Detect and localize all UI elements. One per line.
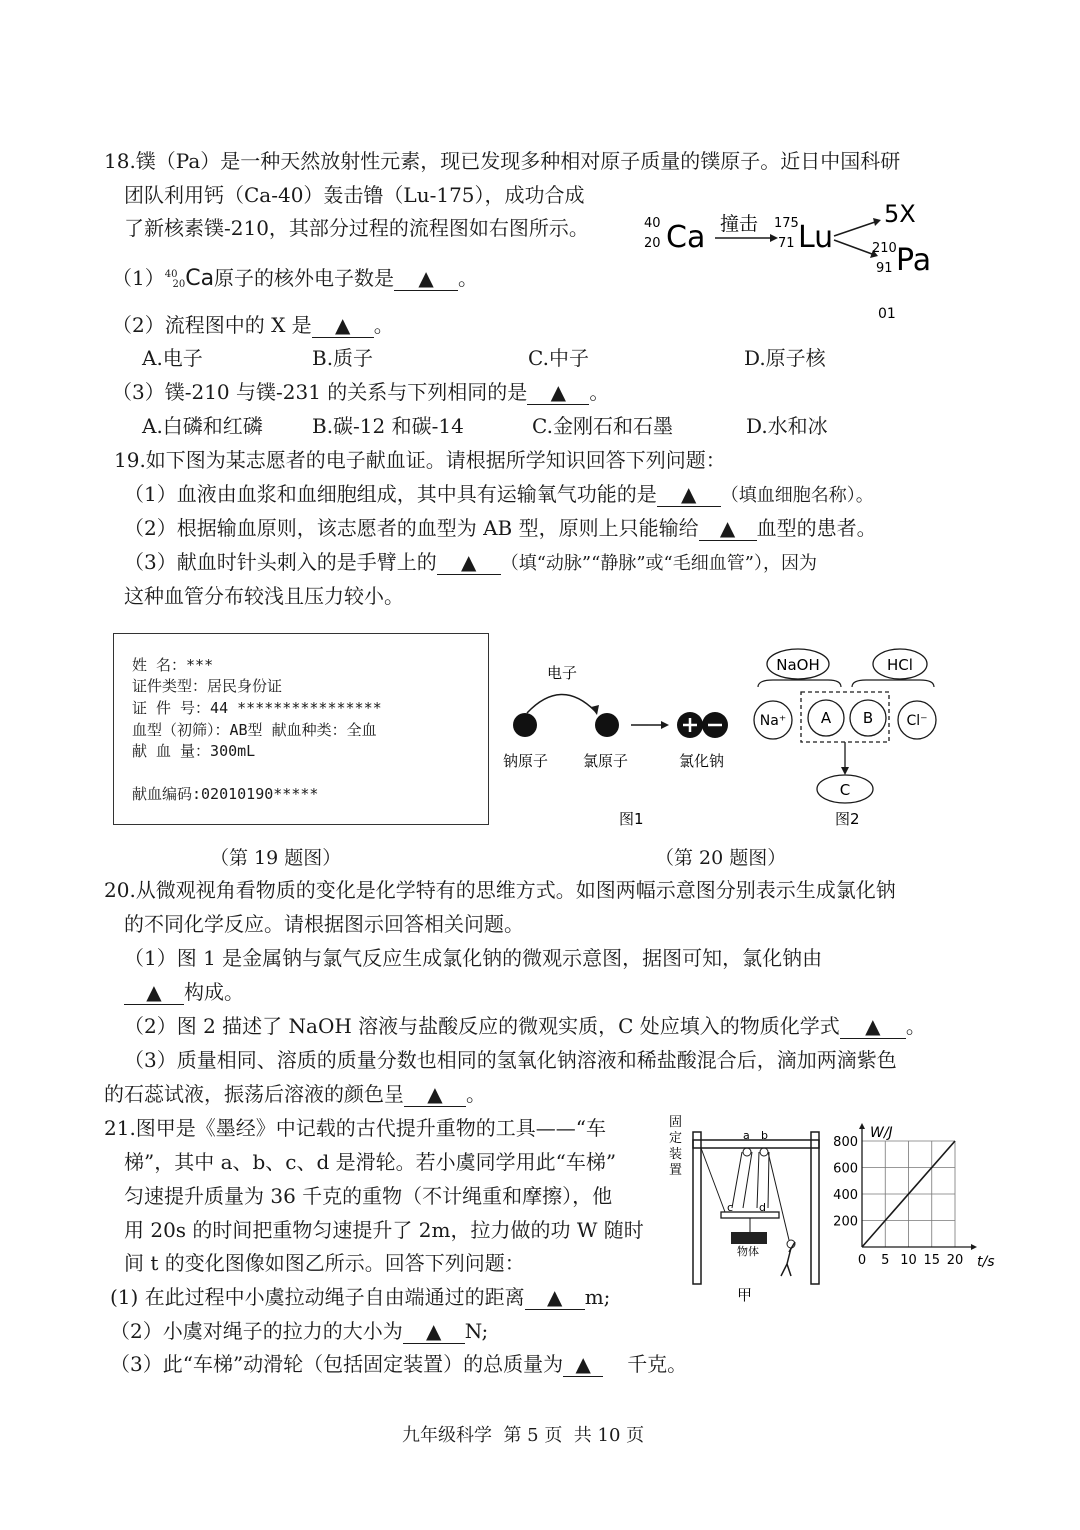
pulley-b — [760, 1148, 768, 1156]
pulley-d-label: d — [759, 1201, 766, 1214]
hcl-brace — [852, 680, 934, 687]
q21-work-time-chart — [832, 1117, 997, 1272]
x-tick-label: 5 — [881, 1253, 890, 1268]
q19-part1: （1）血液由血浆和血细胞组成，其中具有运输氧气功能的是 ▲ （填血细胞名称）。 — [124, 482, 874, 506]
pa-atomic-number: 91 — [876, 261, 893, 276]
product-c-label: C — [839, 781, 851, 799]
left-post — [693, 1132, 701, 1284]
answer-blank[interactable]: ▲ — [525, 1285, 585, 1310]
hcl-label: HCl — [887, 656, 913, 674]
pulley-c-label: c — [727, 1201, 734, 1214]
answer-blank[interactable]: ▲ — [699, 516, 757, 541]
q19-part3-continued: 这种血管分布较浅且压力较小。 — [124, 584, 404, 608]
load-block — [731, 1232, 767, 1244]
pa-mass-number: 210 — [872, 241, 897, 256]
fixed-device-char-4: 置 — [669, 1163, 683, 1178]
q18-p3-option-c: C.金刚石和石墨 — [532, 414, 673, 438]
q20-part1-continued: ▲ 构成。 — [124, 980, 244, 1005]
arrow-label-impact: 撞击 — [720, 213, 759, 235]
q20-figure-1 — [495, 655, 745, 835]
q18-p3-option-a: A.白磷和红磷 — [142, 414, 263, 438]
q19-stem: 19.如下图为某志愿者的电子献血证。请根据所学知识回答下列问题： — [114, 448, 726, 472]
cl-ion-label: Cl⁻ — [906, 713, 928, 729]
y-tick-label: 200 — [833, 1214, 858, 1230]
q20-part2: （2）图 2 描述了 NaOH 溶液与盐酸反应的微观实质，C 处应填入的物质化学式 ▲ 。 — [124, 1014, 926, 1038]
y-axis-arrowhead — [859, 1123, 865, 1129]
q18-p2-option-d: D.原子核 — [744, 346, 826, 370]
na-ion-label: Na⁺ — [759, 713, 787, 729]
q20-part1: （1）图 1 是金属钠与氯气反应生成氯化钠的微观示意图，据图可知，氯化钠由 — [124, 946, 823, 970]
answer-blank[interactable]: ▲ — [657, 482, 721, 507]
card-id-number: 证 件 号：44 **************** — [132, 699, 382, 717]
card-id-type: 证件类型：居民身份证 — [132, 677, 283, 695]
x-tick-label: 20 — [946, 1253, 964, 1268]
ion-a-label: A — [820, 709, 832, 727]
q20-figure-caption: （第 20 题图） — [655, 847, 787, 869]
chlorine-atom-label: 氯原子 — [583, 752, 629, 770]
card-name: 姓 名：*** — [132, 656, 214, 674]
x-tick-label: 15 — [923, 1253, 941, 1268]
lu-mass-number: 175 — [774, 216, 799, 231]
answer-blank[interactable]: ▲ — [403, 1319, 465, 1344]
top-beam — [693, 1140, 819, 1148]
naoh-brace — [758, 680, 841, 687]
naoh-label: NaOH — [776, 656, 820, 674]
split-arrow-down — [834, 240, 872, 254]
answer-blank[interactable]: ▲ — [124, 980, 184, 1005]
q18-part2: （2）流程图中的 X 是 ▲ 。 — [112, 313, 394, 337]
answer-blank[interactable]: ▲ — [563, 1352, 603, 1377]
q21-stem-line-3: 匀速提升质量为 36 千克的重物（不计绳重和摩擦），他 — [124, 1184, 613, 1208]
pa-symbol: Pa — [896, 243, 932, 278]
ca-symbol: Ca — [666, 220, 706, 255]
answer-blank[interactable]: ▲ — [312, 313, 374, 338]
figure-2-label: 图2 — [835, 810, 860, 828]
object-label: 物体 — [737, 1245, 759, 1258]
q18-stem-line-2: 团队利用钙（Ca-40）轰击镥（Lu-175），成功合成 — [124, 183, 585, 207]
fixed-device-char-3: 装 — [669, 1147, 683, 1162]
q18-part1: $(1)^{40}_{20}Ca$原子的核外电子数是 ▲ 。 — [112, 266, 479, 291]
y-tick-label: 600 — [833, 1161, 858, 1177]
x-tick-label: 0 — [857, 1253, 867, 1268]
pulley-a — [743, 1148, 751, 1156]
y-axis-label: W/J — [870, 1125, 893, 1141]
q20-part3: （3）质量相同、溶质的质量分数也相同的氢氧化钠溶液和稀盐酸混合后，滴加两滴紫色 — [124, 1048, 897, 1072]
x-product: 5X — [884, 200, 916, 228]
q21-part1: (1) 在此过程中小虞拉动绳子自由端通过的距离 ▲ m; — [110, 1285, 611, 1309]
ca-symbol-inline: Ca — [185, 266, 215, 291]
y-tick-label: 800 — [833, 1135, 858, 1150]
answer-blank[interactable]: ▲ — [404, 1082, 466, 1107]
q21-part3: （3）此“车梯”动滑轮（包括固定装置）的总质量为 ▲ 千克。 — [110, 1352, 688, 1376]
answer-blank[interactable]: ▲ — [394, 266, 458, 291]
ca-atomic-number: 20 — [644, 236, 661, 251]
q18-p2-option-b: B.质子 — [312, 346, 374, 370]
lu-symbol: Lu — [798, 220, 834, 255]
electron-label: 电子 — [547, 664, 578, 682]
q18-p3-option-d: D.水和冰 — [746, 414, 828, 438]
card-blood-type: 血型（初筛）：AB型 献血种类：全血 — [132, 721, 377, 739]
q20-stem-line-1: 20.从微观视角看物质的变化是化学特有的思维方式。如图两幅示意图分别表示生成氯化钠 — [104, 878, 896, 902]
right-post — [811, 1132, 819, 1284]
answer-blank[interactable]: ▲ — [437, 550, 501, 575]
sodium-atom-label: 钠原子 — [503, 752, 549, 770]
q18-p3-option-b: B.碳-12 和碳-14 — [312, 414, 464, 438]
q21-figure-jia — [665, 1112, 830, 1307]
card-volume: 献 血 量：300mL — [132, 742, 256, 760]
q19-part3: （3）献血时针头刺入的是手臂上的 ▲ （填“动脉”“静脉”或“毛细血管”），因为 — [124, 550, 817, 574]
x-tick-label: 10 — [900, 1253, 917, 1268]
figure-1-label: 图1 — [619, 810, 644, 828]
x-axis-label: t/s — [977, 1254, 995, 1270]
x-axis-arrowhead — [971, 1244, 977, 1250]
q21-stem-line-1: 21.图甲是《墨经》中记载的古代提升重物的工具——“车 — [104, 1116, 607, 1140]
q18-stem-line-3: 了新核素镤-210，其部分过程的流程图如右图所示。 — [124, 216, 589, 240]
lu-atomic-number: 71 — [778, 236, 795, 251]
q20-figure-2 — [748, 645, 948, 835]
sodium-chloride-label: 氯化钠 — [679, 752, 725, 770]
y-tick-label: 400 — [833, 1188, 858, 1203]
q21-stem-line-4: 用 20s 的时间把重物匀速提升了 2m，拉力做的功 W 随时 — [124, 1218, 644, 1242]
blood-donation-certificate — [113, 633, 489, 825]
card-code: 献血编码:02010190***** — [132, 785, 319, 803]
fixed-device-char-1: 固 — [669, 1115, 683, 1130]
answer-blank[interactable]: ▲ — [840, 1014, 906, 1039]
q21-part2: （2）小虞对绳子的拉力的大小为 ▲ N; — [110, 1319, 489, 1343]
electron-transfer-arrow — [527, 694, 595, 713]
q20-part3-continued: 的石蕊试液，振荡后溶液的颜色呈 ▲ 。 — [104, 1082, 486, 1106]
split-arrow-up — [834, 222, 875, 236]
fixed-device-char-2: 定 — [669, 1131, 683, 1146]
figure-jia-label: 甲 — [737, 1286, 753, 1304]
q21-stem-line-5: 间 t 的变化图像如图乙所示。回答下列问题： — [124, 1251, 525, 1275]
q21-stem-line-2: 梯”，其中 a、b、c、d 是滑轮。若小虞同学用此“车梯” — [124, 1150, 617, 1174]
q19-part2: （2）根据输血原则，该志愿者的血型为 AB 型，原则上只能输给 ▲ 血型的患者。 — [124, 516, 877, 540]
answer-blank[interactable]: ▲ — [527, 380, 589, 405]
q18-stem-line-1: 18.镤（Pa）是一种天然放射性元素，现已发现多种相对原子质量的镤原子。近日中国科研 — [104, 149, 901, 173]
q20-stem-line-2: 的不同化学反应。请根据图示回答相关问题。 — [124, 912, 524, 936]
sodium-atom — [513, 713, 537, 737]
ion-b-label: B — [862, 709, 874, 727]
chlorine-atom — [595, 713, 619, 737]
ca-mass-number: 40 — [644, 216, 661, 231]
pulley-b-label: b — [761, 1129, 768, 1142]
q19-figure-caption: （第 19 题图） — [210, 847, 342, 869]
pulley-a-label: a — [743, 1129, 750, 1142]
q18-nuclear-flow-diagram — [640, 190, 950, 325]
page-footer: 九年级科学 第 5 页 共 10 页 — [402, 1425, 645, 1446]
q18-p2-option-c: C.中子 — [528, 346, 589, 370]
q18-part3: （3）镤-210 与镤-231 的关系与下列相同的是 ▲ 。 — [112, 380, 610, 404]
q18-p2-option-a: A.电子 — [142, 346, 203, 370]
stray-mark: 01 — [878, 306, 896, 322]
